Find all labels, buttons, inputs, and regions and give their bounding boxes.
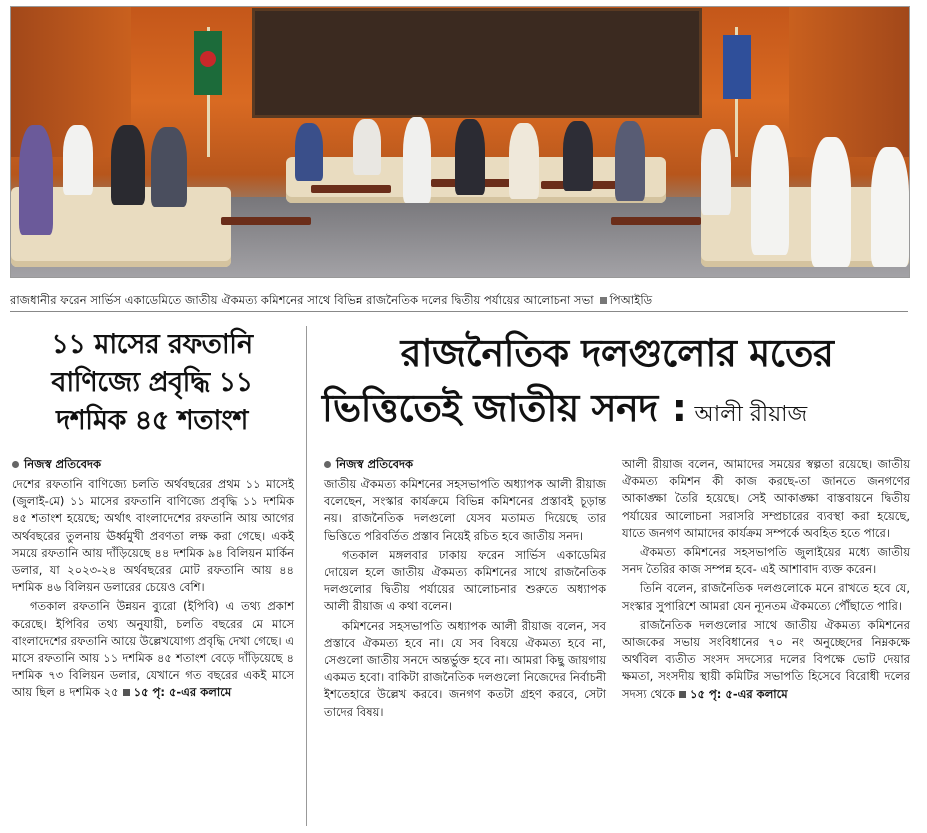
photo-credit: পিআইডি (609, 293, 653, 307)
photo-table (311, 185, 391, 193)
photo-table (611, 217, 701, 225)
photo-person (63, 125, 93, 195)
byline-text: নিজস্ব প্রতিবেদক (336, 457, 414, 471)
photo-table (221, 217, 311, 225)
photo-person (509, 123, 539, 199)
photo-person (353, 119, 381, 175)
paragraph: ঐকমত্য কমিশনের সহসভাপতি জুলাইয়ের মধ্যে জাতীয় সনদ তৈরির কাজ সম্পন্ন হবে- এই আশাবাদ ব্যক্ত করেন। (622, 545, 910, 577)
left-story-headline (12, 326, 292, 440)
main-headline-text: ভিত্তিতেই জাতীয় সনদ (322, 386, 658, 430)
photo-person (455, 119, 485, 195)
bullet-dot-icon (324, 461, 331, 468)
square-bullet-icon (679, 691, 686, 698)
photo-caption (10, 289, 908, 312)
paragraph-text: গতকাল রফতানি উন্নয়ন ব্যুরো (ইপিবি) এ তথ্য প্রকাশ করেছে। ইপিবির তথ্য অনুযায়ী, চলতি বছরের মে মাসে বাংলাদেশের রফতানি আয়ে উল্লেখযোগ্য প্রবৃদ্ধি দেখা গেছে। এ মাসে রফতানি আয় ১১ দশমিক ৪৫ শতাংশ বেড়ে দাঁড়িয়েছে ৪ দশমিক ৭৩ বিলিয়ন ডলার, যেখানে গত বছরের একই মাসে আয় ছিল ৪ দশমিক ২৫ (12, 599, 294, 700)
photo-person (615, 121, 645, 201)
paragraph: গতকাল মঙ্গলবার ঢাকায় ফরেন সার্ভিস একাডেমির দোয়েল হলে জাতীয় ঐকমত্য কমিশনের সাথে রাজনৈতিক দলগুলোর দ্বিতীয় পর্যায়ের আলোচনার শুরুতে অধ্যাপক আলী রীয়াজ এ কথা বলেন। (324, 547, 606, 614)
continued-jump (119, 685, 232, 699)
photo-person (151, 127, 187, 207)
square-bullet-icon (123, 689, 130, 696)
main-story-column-2 (622, 456, 910, 705)
continued-jump (675, 687, 788, 701)
main-headline-line-2 (322, 381, 912, 442)
main-headline-colon: : (671, 386, 687, 430)
photo-person (751, 125, 789, 255)
photo-person (563, 121, 593, 191)
photo-person (701, 129, 731, 215)
photo-person (19, 125, 53, 235)
news-photo (10, 6, 910, 278)
jump-text: ১৫ পৃ: ৫-এর কলামে (133, 685, 232, 700)
photo-flag-bangladesh (194, 31, 222, 95)
left-headline-line: বাণিজ্যে প্রবৃদ্ধি ১১ (51, 367, 253, 398)
left-story-byline (12, 456, 101, 472)
paragraph (12, 598, 294, 701)
photo-person (111, 125, 145, 205)
photo-wall-right (789, 7, 909, 157)
photo-person (403, 117, 431, 203)
left-story-body (12, 476, 294, 704)
paragraph: আলী রীয়াজ বলেন, আমাদের সময়ের স্বল্পতা রয়েছে। জাতীয় ঐকমত্য কমিশন কী কাজ করছে-তা জানতে জনগণের আকাঙ্ক্ষা তৈরি হয়েছে। সেই আকাঙ্ক্ষা বাস্তবায়নে দ্বিতীয় পর্যায়ের আলোচনা সরাসরি সম্প্রচারের ব্যবস্থা করা হয়েছে, যাতে জনগণ আমাদের কার্যক্রম সম্পর্কে অবহিত হতে পারে। (622, 457, 910, 540)
photo-person (295, 123, 323, 181)
square-bullet-icon (600, 297, 607, 304)
photo-person (871, 147, 909, 267)
byline-text: নিজস্ব প্রতিবেদক (24, 457, 102, 471)
column-divider (306, 326, 307, 826)
main-story-headline (322, 326, 912, 442)
paragraph-text: রাজনৈতিক দলগুলোর সাথে জাতীয় ঐকমত্য কমিশনের আজকের সভায় সংবিধানের ৭০ নং অনুচ্ছেদের নিম্নকক্ষে অর্থবিল ব্যতীত সংসদ সদস্যের দলের বিপক্ষে ভোট দেয়ার ক্ষমতা, সংসদীয় স্থায়ী কমিটির সভাপতি হিসেবে বিরোধী দলের সদস্য থেকে (622, 617, 910, 701)
paragraph (622, 617, 910, 703)
bullet-dot-icon (12, 461, 19, 468)
main-story-column-1 (324, 476, 606, 723)
photo-caption-text: রাজধানীর ফরেন সার্ভিস একাডেমিতে জাতীয় ঐকমত্য কমিশনের সাথে বিভিন্ন রাজনৈতিক দলের দ্বিতীয় পর্যায়ের আলোচনা সভা (10, 293, 594, 307)
photo-screen (255, 11, 699, 115)
left-headline-line: ১১ মাসের রফতানি (51, 329, 253, 360)
main-headline-line-1: রাজনৈতিক দলগুলোর মতের (400, 331, 834, 375)
main-story-byline (324, 456, 413, 472)
paragraph: জাতীয় ঐকমত্য কমিশনের সহসভাপতি অধ্যাপক আলী রীয়াজ বলেছেন, সংস্কার কার্যক্রমে বিভিন্ন কমিশনের প্রস্তাবই চূড়ান্ত নয়। রাজনৈতিক দলগুলো যেসব মতামত দিয়েছে তার ভিত্তিতে পরিবর্তিত প্রস্তাব নিয়েই রচিত হবে জাতীয় সনদ। (324, 477, 606, 543)
main-headline-speaker: আলী রীয়াজ (694, 402, 808, 427)
paragraph: দেশের রফতানি বাণিজ্যে চলতি অর্থবছরের প্রথম ১১ মাসেই (জুলাই-মে) ১১ মাসের রফতানি বাণিজ্যে প্রবৃদ্ধি ১১ দশমিক ৪৫ শতাংশ হয়েছে; অর্থাৎ বাংলাদেশের রফতানি আয় আগের অর্থবছরের তুলনায় ঊর্ধ্বমুখী প্রবণতা লক্ষ করা গেছে। একই সময়ে রফতানি আয় দাঁড়িয়েছে ৪৪ দশমিক ৯৪ বিলিয়ন মার্কিন ডলার, যা ২০২৩-২৪ অর্থবছরের মোট রফতানি আয় ৪৪ দশমিক ৪৬ বিলিয়ন ডলারের চেয়েও বেশি। (12, 477, 294, 595)
photo-person (811, 137, 851, 267)
left-headline-line: দশমিক ৪৫ শতাংশ (56, 405, 248, 436)
photo-flag (723, 35, 751, 99)
paragraph: তিনি বলেন, রাজনৈতিক দলগুলোকে মনে রাখতে হবে যে, সংস্কার সুপারিশে আমরা যেন ন্যূনতম ঐকমত্যে পৌঁছাতে পারি। (622, 581, 910, 613)
paragraph: কমিশনের সহসভাপতি অধ্যাপক আলী রীয়াজ বলেন, সব প্রস্তাবে ঐকমত্য হবে না। যে সব বিষয়ে ঐকমত্য হবে না, সেগুলো জাতীয় সনদে অন্তর্ভুক্ত হবে না। আমরা কিছু জায়গায় একমত হবো। বাকিটা রাজনৈতিক দলগুলো নিজেদের নির্বাচনী ইশতেহারে উল্লেখ করবে। জনগণ কতটা গ্রহণ করবে, সেটা তাদের বিষয়। (324, 618, 606, 719)
jump-text: ১৫ পৃ: ৫-এর কলামে (690, 686, 788, 701)
